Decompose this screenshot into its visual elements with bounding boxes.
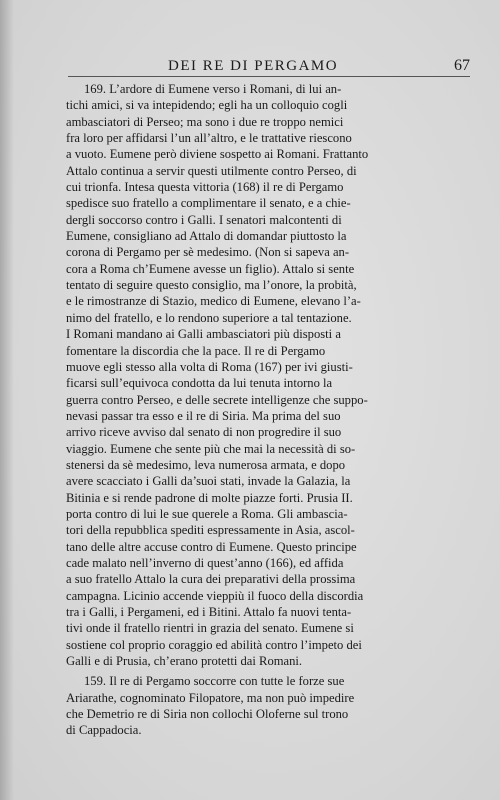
running-title: DEI RE DI PERGAMO <box>168 58 339 74</box>
paragraph-169 <box>66 81 474 669</box>
text-line: campagna. Licinio accende vieppiù il fuoco della discordia <box>66 588 364 603</box>
text-line: cui trionfa. Intesa questa vittoria (168) il re di Pergamo <box>66 180 344 195</box>
text-line: tano delle altre accuse contro di Eumene. Questo principe <box>66 539 357 554</box>
text-line: tori della repubblica spediti espressamente in Asia, ascol- <box>66 523 355 538</box>
text-line: Bitinia e si rende padrone di molte piazze forti. Prusia II. <box>66 490 353 505</box>
text-line: di Cappadocia. <box>66 723 142 738</box>
text-line: stenersi da sè medesimo, leva numerosa armata, e dopo <box>66 457 346 472</box>
text-line: Eumene, consigliano ad Attalo di domandar piuttosto la <box>66 229 347 244</box>
text-line: a vuoto. Eumene però diviene sospetto ai Romani. Frattanto <box>66 147 369 162</box>
text-line: arrivo riceve avviso dal senato di non progredire il suo <box>66 425 342 440</box>
text-line: che Demetrio re di Siria non collochi Oloferne sul trono <box>66 707 349 722</box>
text-line: fra loro per affidarsi l’un all’altro, e le trattative riescono <box>66 131 352 146</box>
text-line: dergli soccorso contro i Galli. I senatori malcontenti di <box>66 212 342 227</box>
text-line: Galli e di Prusia, ch’erano protetti dai Romani. <box>66 654 303 669</box>
text-line: tentato di seguire questo consiglio, ma l’onore, la probità, <box>66 278 357 293</box>
text-line: ambasciatori di Perseo; ma sono i due re troppo nemici <box>66 114 344 129</box>
text-line: corona di Pergamo per sè medesimo. (Non si sapeva an- <box>66 245 350 260</box>
text-line: sostiene col proprio coraggio ed abilità contro l’impeto dei <box>66 637 362 652</box>
text-line: avere scacciato i Galli da’suoi stati, invade la Galazia, la <box>66 474 351 489</box>
text-line: fomentare la discordia che la pace. Il re di Pergamo <box>66 343 326 358</box>
text-line: nevasi passar tra esso e il re di Siria. Ma prima del suo <box>66 408 341 423</box>
text-line: cora a Roma ch’Eumene avesse un figlio). Attalo si sente <box>66 261 355 276</box>
header-rule <box>68 76 470 77</box>
text-line: cade malato nell’inverno di quest’anno (166), ed affida <box>66 555 344 570</box>
text-line: spedisce suo fratello a complimentare il senato, e a chie- <box>66 196 351 211</box>
text-line: a suo fratello Attalo la cura dei preparativi della prossima <box>66 572 356 587</box>
text-line: porta contro di lui le sue querele a Roma. Gli ambascia- <box>66 506 348 521</box>
text-line: muove egli stesso alla volta di Roma (167) per ivi giusti- <box>66 359 353 374</box>
text-line: e le rimostranze di Stazio, medico di Eumene, elevano l’a- <box>66 294 361 309</box>
page-edge-shadow <box>0 0 14 800</box>
text-line: tichi amici, si va intepidendo; egli ha un colloquio cogli <box>66 98 348 113</box>
text-line: I Romani mandano ai Galli ambasciatori più disposti a <box>66 327 341 342</box>
text-line: ficarsi sull’equivoca condotta da lui tenuta intorno la <box>66 376 333 391</box>
text-line: tivi onde il fratello rientri in grazia del senato. Eumene si <box>66 621 354 636</box>
text-line: nimo del fratello, e lo rendono superiore a tal tentazione. <box>66 310 352 325</box>
text-line: Attalo continua a servir questi utilmente contro Perseo, di <box>66 163 357 178</box>
text-line: viaggio. Eumene che sente più che mai la necessità di so- <box>66 441 356 456</box>
body-text <box>66 81 474 739</box>
text-line: 159. Il re di Pergamo soccorre con tutte le forze sue <box>84 674 345 689</box>
text-line: Ariarathe, cognominato Filopatore, ma non può impedire <box>66 690 355 705</box>
text-line: 169. L’ardore di Eumene verso i Romani, di lui an- <box>84 82 342 96</box>
page-number: 67 <box>454 57 470 74</box>
text-line: guerra contro Perseo, e delle secrete intelligenze che suppo- <box>66 392 368 407</box>
text-line: tra i Galli, i Pergameni, ed i Bitini. Attalo fa nuovi tenta- <box>66 605 352 619</box>
paragraph-159 <box>66 673 474 738</box>
